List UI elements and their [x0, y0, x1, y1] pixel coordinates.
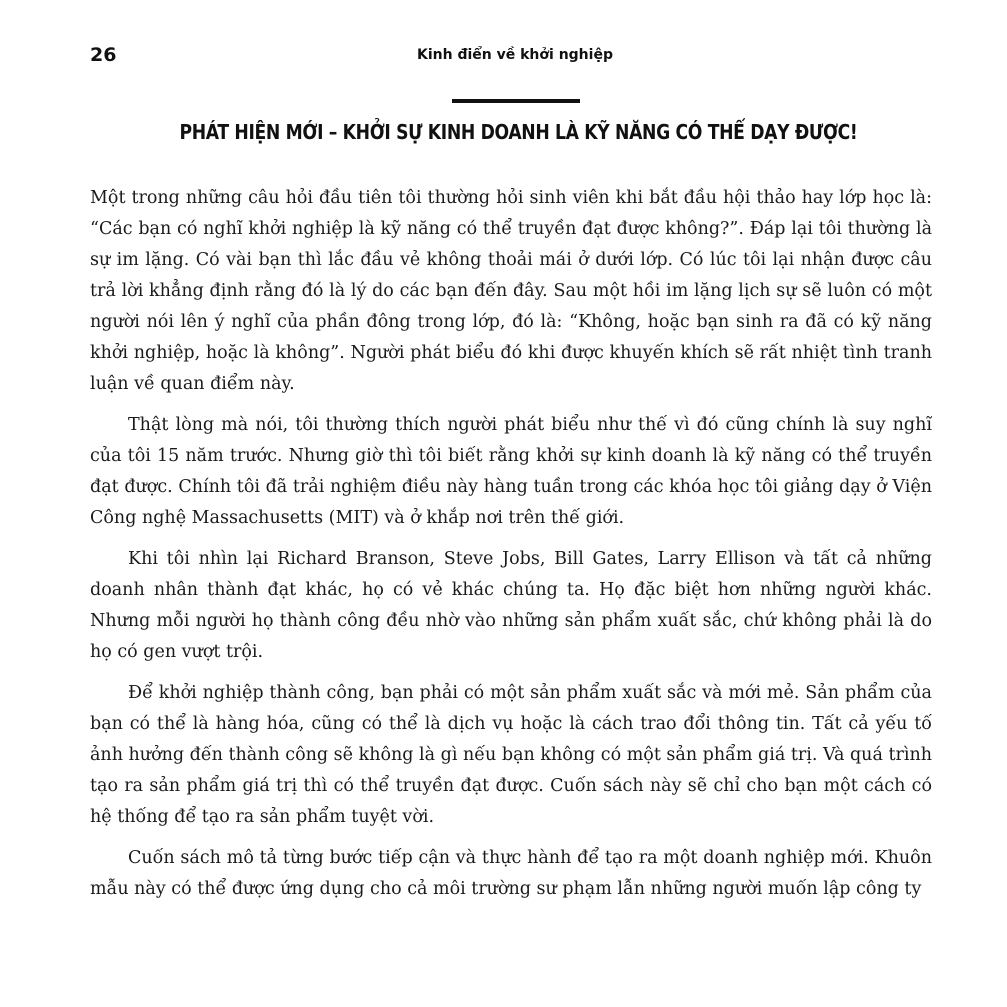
paragraph: Khi tôi nhìn lại Richard Branson, Steve Jobs, Bill Gates, Larry Ellison và tất cả những doanh nhân thành đạt khác, họ có vẻ khác chúng ta. Họ đặc biệt hơn những người khác. Nhưng mỗi người họ thành công đều nhờ vào những sản phẩm xuất sắc, chứ không phải là do họ có gen vượt trội.	[90, 549, 932, 662]
paragraph: Thật lòng mà nói, tôi thường thích người phát biểu như thế vì đó cũng chính là suy nghĩ của tôi 15 năm trước. Nhưng giờ thì tôi biết rằng khởi sự kinh doanh là kỹ năng có thể truyền đạt được. Chính tôi đã trải nghiệm điều này hàng tuần trong các khóa học tôi giảng dạy ở Viện Công nghệ Massachusetts (MIT) và ở khắp nơi trên thế giới.	[90, 415, 932, 528]
section-title: PHÁT HIỆN MỚI – KHỞI SỰ KINH DOANH LÀ KỸ NĂNG CÓ THỂ DẠY ĐƯỢC!	[179, 120, 858, 144]
section-divider	[452, 99, 580, 103]
running-title: Kinh điển về khởi nghiệp	[417, 47, 613, 63]
body-text	[90, 183, 932, 915]
paragraph: Để khởi nghiệp thành công, bạn phải có một sản phẩm xuất sắc và mới mẻ. Sản phẩm của bạn có thể là hàng hóa, cũng có thể là dịch vụ hoặc là cách trao đổi thông tin. Tất cả yếu tố ảnh hưởng đến thành công sẽ không là gì nếu bạn không có một sản phẩm giá trị. Và quá trình tạo ra sản phẩm giá trị thì có thể truyền đạt được. Cuốn sách này sẽ chỉ cho bạn một cách có hệ thống để tạo ra sản phẩm tuyệt vời.	[90, 683, 932, 827]
paragraph: Một trong những câu hỏi đầu tiên tôi thường hỏi sinh viên khi bắt đầu hội thảo hay lớp học là: “Các bạn có nghĩ khởi nghiệp là kỹ năng có thể truyền đạt được không?”. Đáp lại tôi thường là sự im lặng. Có vài bạn thì lắc đầu vẻ không thoải mái ở dưới lớp. Có lúc tôi lại nhận được câu trả lời khẳng định rằng đó là lý do các bạn đến đây. Sau một hồi im lặng lịch sự sẽ luôn có một người nói lên ý nghĩ của phần đông trong lớp, đó là: “Không, hoặc bạn sinh ra đã có kỹ năng khởi nghiệp, hoặc là không”. Người phát biểu đó khi được khuyến khích sẽ rất nhiệt tình tranh luận về quan điểm này.	[90, 188, 932, 394]
paragraph: Cuốn sách mô tả từng bước tiếp cận và thực hành để tạo ra một doanh nghiệp mới. Khuôn mẫu này có thể được ứng dụng cho cả môi trường sư phạm lẫn những người muốn lập công ty	[90, 848, 932, 899]
page-number: 26	[90, 44, 117, 66]
